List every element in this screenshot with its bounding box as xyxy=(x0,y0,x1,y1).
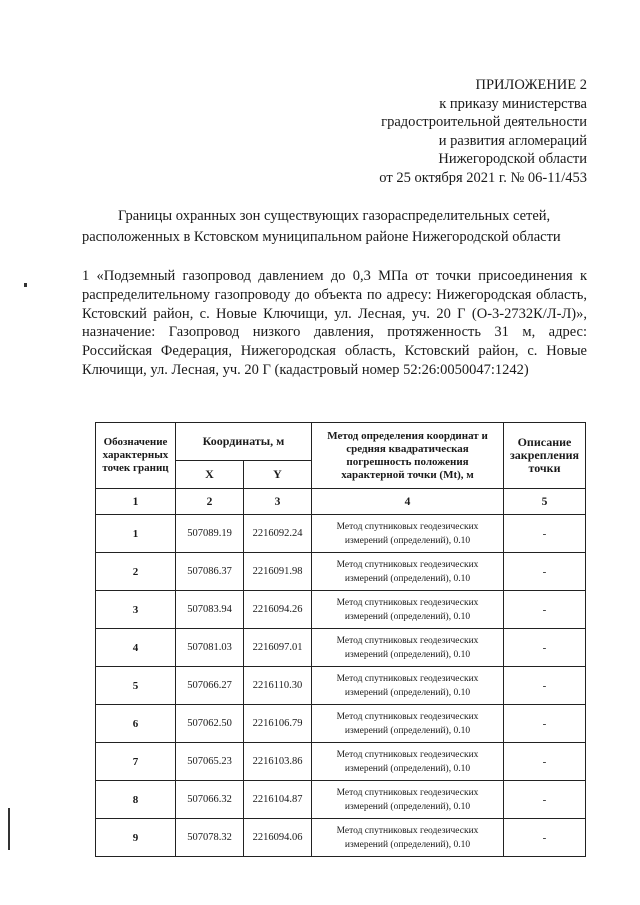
method-cell: Метод спутниковых геодезических измерений (определений), 0.10 xyxy=(312,515,504,553)
column-number: 1 xyxy=(96,489,176,515)
method-cell: Метод спутниковых геодезических измерений (определений), 0.10 xyxy=(312,591,504,629)
description-cell: - xyxy=(504,743,586,781)
table-row xyxy=(96,667,586,705)
column-number: 4 xyxy=(312,489,504,515)
description-cell: - xyxy=(504,629,586,667)
column-numbers-row xyxy=(96,489,586,515)
coord-y: 2216106.79 xyxy=(244,705,312,743)
column-number: 3 xyxy=(244,489,312,515)
method-cell: Метод спутниковых геодезических измерений (определений), 0.10 xyxy=(312,743,504,781)
description-cell: - xyxy=(504,819,586,857)
coord-x: 507062.50 xyxy=(176,705,244,743)
appendix-line: от 25 октября 2021 г. № 06-11/453 xyxy=(379,169,587,186)
coord-x: 507081.03 xyxy=(176,629,244,667)
coord-y: 2216110.30 xyxy=(244,667,312,705)
coord-y: 2216094.26 xyxy=(244,591,312,629)
appendix-line: Нижегородской области xyxy=(438,151,587,168)
point-id: 3 xyxy=(96,591,176,629)
point-id: 5 xyxy=(96,667,176,705)
method-cell: Метод спутниковых геодезических измерений (определений), 0.10 xyxy=(312,553,504,591)
header-y: Y xyxy=(244,461,312,489)
appendix-header xyxy=(379,76,587,188)
coord-x: 507083.94 xyxy=(176,591,244,629)
appendix-line: градостроительной деятельности xyxy=(381,114,587,131)
coordinates-table xyxy=(95,422,586,857)
table-row xyxy=(96,705,586,743)
point-id: 1 xyxy=(96,515,176,553)
method-cell: Метод спутниковых геодезических измерений (определений), 0.10 xyxy=(312,705,504,743)
method-cell: Метод спутниковых геодезических измерений (определений), 0.10 xyxy=(312,819,504,857)
method-cell: Метод спутниковых геодезических измерений (определений), 0.10 xyxy=(312,781,504,819)
method-cell: Метод спутниковых геодезических измерений (определений), 0.10 xyxy=(312,667,504,705)
header-method: Метод определения координат и средняя квадратическая погрешность положения характерной точки (Mt), м xyxy=(312,423,504,489)
header-x: X xyxy=(176,461,244,489)
coord-x: 507089.19 xyxy=(176,515,244,553)
description-cell: - xyxy=(504,515,586,553)
coord-y: 2216103.86 xyxy=(244,743,312,781)
header-description: Описание закрепления точки xyxy=(504,423,586,489)
point-id: 8 xyxy=(96,781,176,819)
coord-x: 507065.23 xyxy=(176,743,244,781)
appendix-line: ПРИЛОЖЕНИЕ 2 xyxy=(475,77,587,93)
description-cell: - xyxy=(504,591,586,629)
coord-y: 2216104.87 xyxy=(244,781,312,819)
table-row xyxy=(96,743,586,781)
description-cell: - xyxy=(504,705,586,743)
method-cell: Метод спутниковых геодезических измерений (определений), 0.10 xyxy=(312,629,504,667)
document-title: Границы охранных зон существующих газораспределительных сетей, расположенных в Кстовском муниципальном районе Нижегородской области xyxy=(82,208,561,245)
description-cell: - xyxy=(504,781,586,819)
description-cell: - xyxy=(504,553,586,591)
coord-x: 507066.27 xyxy=(176,667,244,705)
appendix-line: и развития агломераций xyxy=(438,132,587,149)
table-row xyxy=(96,553,586,591)
point-id: 6 xyxy=(96,705,176,743)
column-number: 5 xyxy=(504,489,586,515)
header-point: Обозначение характерных точек границ xyxy=(96,423,176,489)
coord-y: 2216097.01 xyxy=(244,629,312,667)
table-row xyxy=(96,781,586,819)
header-coords: Координаты, м xyxy=(176,423,312,461)
description-cell: - xyxy=(504,667,586,705)
table-header-row xyxy=(96,423,586,461)
table-row xyxy=(96,819,586,857)
point-id: 7 xyxy=(96,743,176,781)
coord-y: 2216092.24 xyxy=(244,515,312,553)
point-id: 4 xyxy=(96,629,176,667)
coord-x: 507078.32 xyxy=(176,819,244,857)
point-id: 2 xyxy=(96,553,176,591)
coord-x: 507066.32 xyxy=(176,781,244,819)
coord-y: 2216091.98 xyxy=(244,553,312,591)
appendix-line: к приказу министерства xyxy=(439,95,587,112)
scan-dot xyxy=(24,283,27,287)
scan-edge-line xyxy=(8,808,10,850)
table-row xyxy=(96,515,586,553)
coord-x: 507086.37 xyxy=(176,553,244,591)
column-number: 2 xyxy=(176,489,244,515)
object-description: 1 «Подземный газопровод давлением до 0,3 МПа от точки присоединения к распределительному газопроводу до объекта по адресу: Нижегородская область, Кстовский район, с. Новые Ключищи, ул. Лесная, уч. 20 Г (О-3-2732К/Л-Л)», назначение: Газопровод низкого давления, протяженность 31 м, адрес: Российская Федерация, Нижегородская область, Кстовский район, с. Новые Ключищи, ул. Лесная, уч. 20 Г (кадастровый номер 52:26:0050047:1242) xyxy=(82,268,587,378)
coord-y: 2216094.06 xyxy=(244,819,312,857)
table-row xyxy=(96,629,586,667)
point-id: 9 xyxy=(96,819,176,857)
table-row xyxy=(96,591,586,629)
